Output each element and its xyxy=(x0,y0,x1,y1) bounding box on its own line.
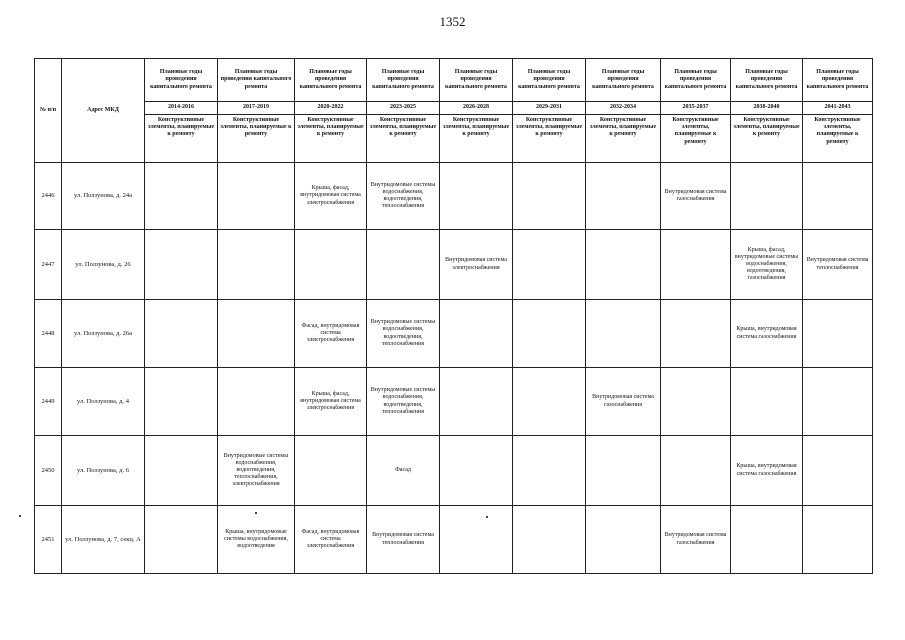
repair-cell: Крыша, внутридомовые системы водоснабжения, водоотведения xyxy=(218,506,295,574)
row-number: 2449 xyxy=(35,368,62,436)
repair-cell xyxy=(731,163,803,230)
repair-cell xyxy=(731,368,803,436)
period-years-2: 2020-2022 xyxy=(295,102,367,115)
repair-cell xyxy=(218,230,295,300)
repair-cell xyxy=(440,368,513,436)
period-years-0: 2014-2016 xyxy=(145,102,218,115)
period-label-2: Плановые годы проведения капитального ремонта xyxy=(295,59,367,102)
repair-cell xyxy=(586,230,661,300)
elements-header-2: Конструктивные элементы, планируемые к ремонту xyxy=(295,115,367,163)
repair-cell xyxy=(803,506,873,574)
table-row xyxy=(35,300,873,368)
repair-cell xyxy=(513,163,586,230)
elements-header-7: Конструктивные элементы, планируемые к ремонту xyxy=(661,115,731,163)
repair-cell: Фасад xyxy=(367,436,440,506)
repair-cell xyxy=(586,163,661,230)
period-years-1: 2017-2019 xyxy=(218,102,295,115)
repair-cell: Фасад, внутридомовая система электроснабжения xyxy=(295,300,367,368)
repair-cell: Внутридомовая система газоснабжения xyxy=(586,368,661,436)
repair-cell: Внутридомовые системы водоснабжения, водоотведения, теплоснабжения xyxy=(367,163,440,230)
repair-cell xyxy=(145,163,218,230)
elements-header-5: Конструктивные элементы, планируемые к ремонту xyxy=(513,115,586,163)
repair-cell xyxy=(513,300,586,368)
row-number: 2450 xyxy=(35,436,62,506)
row-number: 2448 xyxy=(35,300,62,368)
repair-cell: Крыша, фасад, внутридомовая система электроснабжения xyxy=(295,368,367,436)
table-row xyxy=(35,163,873,230)
period-label-3: Плановые годы проведения капитального ремонта xyxy=(367,59,440,102)
repair-cell: Внутридомовая система теплоснабжения xyxy=(803,230,873,300)
repair-cell xyxy=(295,436,367,506)
repair-cell xyxy=(513,230,586,300)
repair-cell: Крыша, фасад, внутридомовая система электроснабжения xyxy=(295,163,367,230)
repair-cell xyxy=(145,230,218,300)
repair-cell xyxy=(145,506,218,574)
repair-cell xyxy=(367,230,440,300)
period-label-1: Плановые годы проведения капитального ремонта xyxy=(218,59,295,102)
period-years-9: 2041-2043 xyxy=(803,102,873,115)
elements-header-6: Конструктивные элементы, планируемые к ремонту xyxy=(586,115,661,163)
repair-cell xyxy=(803,368,873,436)
repair-cell xyxy=(145,300,218,368)
row-address: ул. Ползунова, д. 26 xyxy=(62,230,145,300)
repair-cell xyxy=(295,230,367,300)
period-label-5: Плановые годы проведения капитального ремонта xyxy=(513,59,586,102)
row-address: ул. Ползунова, д. 26а xyxy=(62,300,145,368)
table-row xyxy=(35,368,873,436)
repair-cell xyxy=(145,368,218,436)
repair-cell xyxy=(440,300,513,368)
row-address: ул. Ползунова, д. 4 xyxy=(62,368,145,436)
repair-cell: Крыша, фасад, внутридомовые системы водоснабжения, водоотведения, газоснабжения xyxy=(731,230,803,300)
repair-cell: Внутридомовая система теплоснабжения xyxy=(367,506,440,574)
page-number: 1352 xyxy=(439,14,466,29)
scan-speck xyxy=(19,515,21,517)
elements-header-4: Конструктивные элементы, планируемые к ремонту xyxy=(440,115,513,163)
period-label-7: Плановые годы проведения капитального ремонта xyxy=(661,59,731,102)
address-header: Адрес МКД xyxy=(62,59,145,163)
scan-speck xyxy=(255,512,257,514)
elements-header-9: Конструктивные элементы, планируемые к ремонту xyxy=(803,115,873,163)
row-address: ул. Ползунова, д. 6 xyxy=(62,436,145,506)
repair-cell xyxy=(803,300,873,368)
repair-cell xyxy=(661,436,731,506)
repair-cell xyxy=(513,506,586,574)
repair-cell xyxy=(586,300,661,368)
row-address: ул. Ползунова, д. 24а xyxy=(62,163,145,230)
repair-cell xyxy=(803,436,873,506)
repair-cell xyxy=(513,436,586,506)
repair-cell: Внутридомовые системы водоснабжения, водоотведения, теплоснабжения xyxy=(367,368,440,436)
repair-cell xyxy=(218,300,295,368)
repair-cell xyxy=(218,163,295,230)
row-address: ул. Ползунова, д. 7, секц. А xyxy=(62,506,145,574)
repair-cell: Внутридомовые системы водоснабжения, водоотведения, теплоснабжения xyxy=(367,300,440,368)
period-label-8: Плановые годы проведения капитального ремонта xyxy=(731,59,803,102)
header-elements-row xyxy=(35,115,873,163)
scan-speck xyxy=(486,516,488,518)
header-periods-row xyxy=(35,59,873,102)
capital-repair-table xyxy=(34,58,873,574)
repair-cell: Крыша, внутридомовая система газоснабжения xyxy=(731,436,803,506)
repair-cell xyxy=(661,300,731,368)
header-years-row xyxy=(35,102,873,115)
num-header: № п/п xyxy=(35,59,62,163)
row-number: 2447 xyxy=(35,230,62,300)
repair-cell xyxy=(731,506,803,574)
period-label-4: Плановые годы проведения капитального ремонта xyxy=(440,59,513,102)
repair-cell xyxy=(586,506,661,574)
repair-cell xyxy=(218,368,295,436)
period-label-0: Плановые годы проведения капитального ремонта xyxy=(145,59,218,102)
repair-cell: Внутридомовая система электроснабжения xyxy=(440,230,513,300)
repair-cell xyxy=(440,163,513,230)
table-row xyxy=(35,436,873,506)
repair-cell: Фасад, внутридомовая система электроснабжения xyxy=(295,506,367,574)
repair-cell xyxy=(803,163,873,230)
period-years-8: 2038-2040 xyxy=(731,102,803,115)
repair-cell xyxy=(440,506,513,574)
period-years-4: 2026-2028 xyxy=(440,102,513,115)
repair-cell xyxy=(586,436,661,506)
repair-cell xyxy=(661,230,731,300)
repair-cell xyxy=(661,368,731,436)
period-years-7: 2035-2037 xyxy=(661,102,731,115)
repair-cell: Внутридомовая система газоснабжения xyxy=(661,163,731,230)
repair-cell xyxy=(513,368,586,436)
table-row xyxy=(35,506,873,574)
period-years-5: 2029-2031 xyxy=(513,102,586,115)
period-label-9: Плановые годы проведения капитального ремонта xyxy=(803,59,873,102)
repair-cell xyxy=(440,436,513,506)
repair-cell xyxy=(145,436,218,506)
repair-cell: Внутридомовая система газоснабжения xyxy=(661,506,731,574)
row-number: 2451 xyxy=(35,506,62,574)
repair-cell: Крыша, внутридомовая система газоснабжения xyxy=(731,300,803,368)
elements-header-1: Конструктивные элементы, планируемые к ремонту xyxy=(218,115,295,163)
period-years-6: 2032-2034 xyxy=(586,102,661,115)
table-body xyxy=(35,163,873,574)
elements-header-8: Конструктивные элементы, планируемые к ремонту xyxy=(731,115,803,163)
period-label-6: Плановые годы проведения капитального ремонта xyxy=(586,59,661,102)
elements-header-0: Конструктивные элементы, планируемые к ремонту xyxy=(145,115,218,163)
elements-header-3: Конструктивные элементы, планируемые к ремонту xyxy=(367,115,440,163)
repair-cell: Внутридомовые системы водоснабжения, водоотведения, теплоснабжения, электроснабжения xyxy=(218,436,295,506)
table-row xyxy=(35,230,873,300)
period-years-3: 2023-2025 xyxy=(367,102,440,115)
row-number: 2446 xyxy=(35,163,62,230)
